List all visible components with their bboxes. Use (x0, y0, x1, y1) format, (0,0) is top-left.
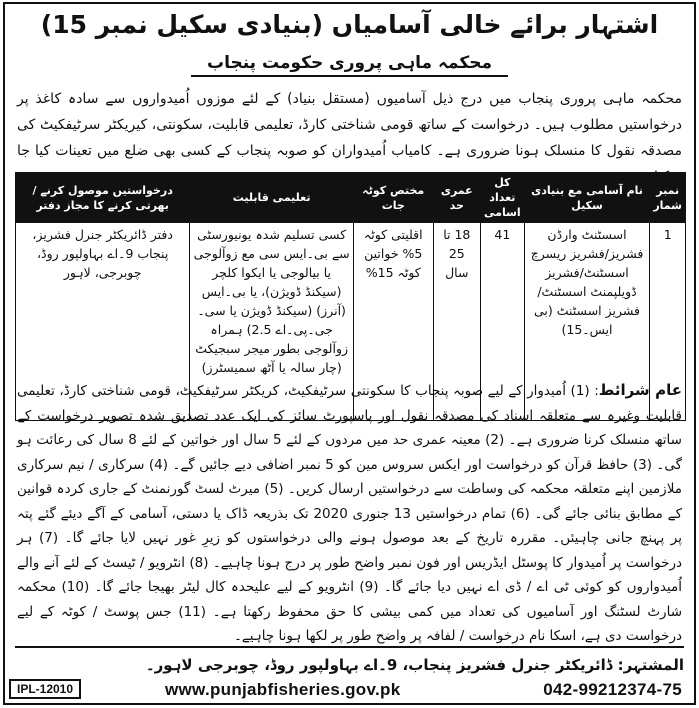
department-name: محکمہ ماہی پروری حکومت پنجاب (191, 50, 508, 77)
header-office: درخواستیں موصول کرنے / بھرتی کرنے کا مجاز دفتر (16, 173, 190, 223)
advertiser-line: المشتہر: ڈائریکٹر جنرل فشریز پنجاب، 9۔اے بہاولپور روڈ، چوبرجی لاہور۔ (15, 646, 684, 674)
cell-qualification: کسی تسلیم شدہ یونیورسٹی سے بی۔ایس سی مع زوآلوجی یا بیالوجی یا ایکوا کلچر (سیکنڈ ڈویژن)، یا بی۔ایس (آنرز) (سیکنڈ ڈویژن یا سی۔جی۔پی۔اے 2.5) ہمراہ زوآلوجی بطور میجر سبجیکٹ (چار سالہ یا آٹھ سمیسٹرز) (190, 223, 354, 421)
phone-number: 042-99212374-75 (543, 680, 682, 699)
cell-quota: اقلیتی کوٹہ 5% خواتین کوٹہ 15% (353, 223, 433, 421)
cell-total-posts: 41 (481, 223, 525, 421)
conditions-text: (1) اُمیدوار کے لیے صوبہ پنجاب کا سکونتی سرٹیفکیٹ، کریکٹر سرٹیفکیٹ، قومی شناختی کارڈ، تعلیمی قابلیت وغیرہ سے متعلقہ اسناد کی مصدقہ نقول اور پاسپورٹ سائز کی ایک عدد تصدیق شدہ تصویر درخواست کے ساتھ منسلک کرنا ضروری ہے۔ (2) معینہ عمری حد میں مردوں کے لئے 5 سال اور خواتین کے لئے 8 سال کی رعائت ہو گی۔ (3) حافظ قرآن کو درخواست اور ایکس سروس مین کو 5 نمبر اضافی دیے جائیں گے۔ (4) سرکاری / نیم سرکاری ملازمین اپنے متعلقہ محکمہ کی وساطت سے درخواستیں ارسال کریں۔ (5) میرٹ لسٹ گورنمنٹ کے جاری کردہ قوانین کے مطابق بنائی جائے گی۔ (6) تمام درخواستیں 13 جنوری 2020 تک بذریعہ ڈاک یا دستی، آسامی کے آگے دیئے گئے پتہ پر پہنچ جانی چاہیئں۔ مقررہ تاریخ کے بعد موصول ہونے والی درخواستوں کو زیرِ غور نہیں لایا جائے گا۔ (7) ہر درخواست پر اُمیدوار کا پوسٹل ایڈریس اور فون نمبر واضح طور پر درج ہونا چاہیے۔ (8) انٹرویو / ٹیسٹ کے لئے آنے والے اُمیدواروں کو کوئی ٹی اے / ڈی اے نہیں دیا جائے گا۔ (9) انٹرویو کے لیے علیحدہ کال لیٹر بھیجا جائے گا۔ (10) محکمہ شارٹ لسٹنگ اور آسامیوں کی تعداد میں کمی بیشی کا حق محفوظ رکھتا ہے۔ (11) جس پوسٹ / کوٹہ کے لیے درخواست دی ہے، اسکا نام درخواست / لفافہ پر واضح طور پر لکھا ہونا چاہیے۔ (17, 383, 683, 644)
ad-title: اشتہار برائے خالی آسامیاں (بنیادی سکیل نمبر 15) (40, 10, 659, 39)
advertisement-page (3, 2, 696, 705)
header-total-posts: کل تعداد اسامی (481, 173, 525, 223)
conditions-label: عام شرائط (598, 381, 683, 399)
website-link[interactable]: www.punjabfisheries.gov.pk (165, 680, 401, 699)
department-bar (5, 50, 694, 80)
cell-serial: 1 (650, 223, 686, 421)
header-quota: مختص کوٹہ جات (353, 173, 433, 223)
ipl-number: IPL-12010 (9, 679, 81, 699)
intro-paragraph: محکمہ ماہی پروری پنجاب میں درج ذیل آسامیوں (مستقل بنیاد) کے لئے موزوں اُمیدواروں سے سادہ کاغذ پر درخواستیں مطلوب ہیں۔ درخواست کے ساتھ قومی شناختی کارڈ، تعلیمی قابلیت، سکونتی، کیریکٹر سرٹیفکیٹ کی مصدقہ نقول کا منسلک ہونا ضروری ہے۔ کامیاب اُمیدواران کو صوبہ پنجاب کے کسی بھی ضلع میں تعینات کیا جا (17, 91, 682, 159)
footer (5, 677, 694, 703)
general-conditions: عام شرائط: (1) اُمیدوار کے لیے صوبہ پنجاب کا سکونتی سرٹیفکیٹ، کریکٹر سرٹیفکیٹ، قومی شناختی کارڈ، تعلیمی قابلیت وغیرہ سے متعلقہ اسناد کی مصدقہ نقول اور پاسپورٹ سائز کی ایک عدد تصدیق شدہ تصویر درخواست کے ساتھ منسلک کرنا ضروری ہے۔ (2) معینہ عمری حد میں مردوں کے لئے 5 سال اور خواتین کے لئے 8 سال کی رعائت ہو گی۔ (3) حافظ قرآن کو درخواست اور ایکس سروس مین کو 5 نمبر اضافی دیے جائیں گے۔ (4) سرکاری / نیم سرکاری ملازمین اپنے متعلقہ محکمہ کی وساطت سے درخواستیں ارسال کریں۔ (5) میرٹ لسٹ گورنمنٹ کے جاری کردہ قوانین کے مطابق بنائی جائے گی۔ (6) تمام درخواستیں 13 جنوری 2020 تک بذریعہ ڈاک یا دستی، آسامی کے آگے دیئے گئے پتہ پر پہنچ جانی چاہیئں۔ مقررہ تاریخ کے بعد موصول ہونے والی درخواستوں کو زیرِ غور نہیں لایا جائے گا۔ (7) ہر درخواست پر اُمیدوار کا پوسٹل ایڈریس اور فون نمبر واضح طور پر درج ہونا چاہیے۔ (8) انٹرویو / ٹیسٹ کے لئے آنے والے اُمیدواروں کو کوئی ٹی اے / ڈی اے نہیں دیا جائے گا۔ (9) انٹرویو کے لیے علیحدہ کال لیٹر بھیجا جائے گا۔ (10) محکمہ شارٹ لسٹنگ اور آسامیوں کی تعداد میں کمی بیشی کا حق محفوظ رکھتا ہے۔ (11) جس پوسٹ / کوٹہ کے لیے درخواست دی ہے، اسکا نام درخواست / لفافہ پر واضح طور پر لکھا ہونا چاہیے۔ (17, 381, 683, 644)
table-header-row (16, 173, 686, 223)
header-post-name: نام آسامی مع بنیادی سکیل (524, 173, 650, 223)
header-qualification: تعلیمی قابلیت (190, 173, 354, 223)
header-serial: نمبر شمار (650, 173, 686, 223)
cell-age-limit: 18 تا 25 سال (433, 223, 480, 421)
cell-office: دفتر ڈائریکٹر جنرل فشریز، پنجاب 9۔اے بہاولپور روڈ، چوبرجی، لاہور (16, 223, 190, 421)
cell-post-name: اسسٹنٹ وارڈن فشریز/فشریز ریسرچ اسسٹنٹ/فشریز ڈویلپمنٹ اسسٹنٹ/فشریز اسسٹنٹ (بی ایس۔15) (524, 223, 650, 421)
header-age-limit: عمری حد (433, 173, 480, 223)
